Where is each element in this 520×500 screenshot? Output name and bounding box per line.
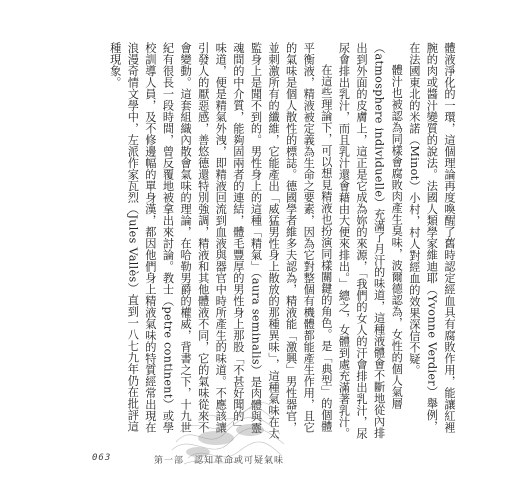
running-header: 第一部 認知革命或可疑氣味 — [154, 456, 285, 466]
page-number: 063 — [92, 453, 112, 463]
paragraph: 體液淨化的一環，這個理論再度喚醒了舊時認定經血具有腐敗作用，能讓紅裡腕的肉或醬汁變質的說法。法國人類學家維迪耶（Yvonne Verdier）舉例，在法國東北的米諾（Minot）小村，村人對經血的效果深信不疑。 — [407, 42, 456, 433]
paragraph: 體汁也被認為同樣會腐敗肉產生臭味，波爾德認為，女性的個人氣層（atmosphere individuelle）充滿了月汗的味道，這種液體會不斷地從內排出到外面的皮膚上，這正是它成為妳的來源，「我們的女人的汗會排出乳汁，尿尿會排出乳汁，而且乳汁還會藉由大便來排出。」總之，女體到處充滿著乳汁。 — [337, 42, 404, 439]
paragraph: 在這些理論下，可以想見精液也扮演同樣關鍵的角色。是「典型」的個體平衡液，精液被定義為生命之要素，因為它對整個有機體都能產生作用，且它的氣味是個人散性的標誌。德國學者維多夫認為，精液能「激興」男性器官，並刺激所有的纖維，它能產出「威猛男性身上散放的那種異味」，這種氣味在太監身上是聞不到的。男性身上的這種「精氣」（aura seminalis）是肉體與靈魂間的中介質，能夠固兩者的連結，體毛豐厚的男性身上那股「不甚好聞的」味道，便是精氣外洩，即精液回流到血液與器官中時所產生的味道。不應該讓引發人的厭惡感，善悠德還特別強調，精液和其他體液不同，它的氣味從來不會變動。這套組織內散會氣味的理論，在哈勒男爵的權威，背書之下，十九世紀有很長一段時間，曾反覆地被拿出來討論。教士（petre continent）或學校訓導人員，及不修邊幅的單身漢，都因他們身上精液氣味的特質經常出現在浪漫奇情文學中，左派作家瓦烈（Jules Vallès）直到一八七九年仍在批評這種現象。 — [108, 42, 333, 439]
